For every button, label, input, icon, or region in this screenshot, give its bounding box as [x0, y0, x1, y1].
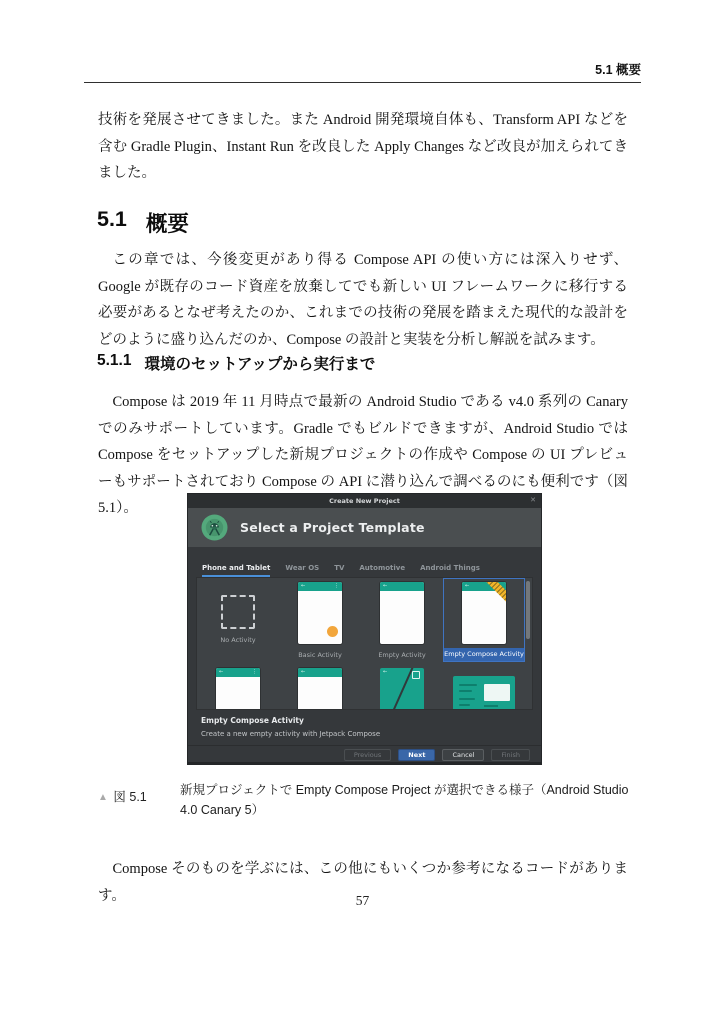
template-label: Empty Activity — [378, 651, 426, 659]
fab-icon — [327, 626, 338, 637]
figure-number: 図 5.1 — [113, 790, 147, 804]
next-button[interactable]: Next — [398, 749, 435, 761]
fullscreen-activity-thumb-icon — [380, 668, 424, 709]
header-rule — [84, 82, 641, 83]
paragraph-setup: Compose は 2019 年 11 月時点で最新の Android Studio である v4.0 系列の Canary でのみサポートしています。Gradle でもビルドできますが、Android Studio では Compose をセットアップした新規プロジェクトの作成や Compose の UI プレビューもサポートされており Compose の API に潜り込んで調べるのにも便利です（図 5.1）。 — [98, 394, 628, 516]
template-description-panel — [188, 710, 541, 745]
template-row2-item-4[interactable] — [443, 662, 525, 709]
subsection-heading — [97, 352, 375, 374]
template-row2-item-1[interactable] — [197, 662, 279, 709]
overflow-menu-icon: ⋮ — [252, 669, 257, 675]
dialog-button-bar — [188, 745, 541, 763]
section-title: 概要 — [145, 212, 189, 236]
selected-template-name: Empty Compose Activity — [201, 716, 304, 725]
cancel-button[interactable]: Cancel — [442, 749, 484, 761]
close-icon[interactable]: ✕ — [530, 496, 536, 504]
tab-automotive[interactable]: Automotive — [359, 564, 406, 572]
figure-caption: 新規プロジェクトで Empty Compose Project が選択できる様子（Android Studio 4.0 Canary 5） — [180, 783, 629, 817]
page-number: 57 — [355, 893, 370, 908]
template-row2-item-2[interactable] — [279, 662, 361, 709]
paragraph-overview: この章では、今後変更があり得る Compose API の使い方には深入りせず、Google が既存のコード資産を放棄してでも新しい UI フレームワークに移行する必要があるとなぜ考えたのか、これまでの技術の発展を踏まえた現代的な設計をどのように盛り込んだのか、Compose の設計と実装を分析し解説を試みます。 — [98, 252, 628, 348]
template-row-1 — [197, 578, 532, 662]
back-arrow-icon: ← — [219, 669, 224, 675]
dialog-heading: Select a Project Template — [240, 520, 425, 535]
overflow-menu-icon: ⋮ — [334, 583, 339, 589]
template-no-activity[interactable] — [197, 578, 279, 662]
section-number: 5.1 — [97, 207, 127, 231]
tab-phone-and-tablet[interactable]: Phone and Tablet — [202, 564, 270, 577]
empty-compose-activity-thumb-icon — [462, 582, 506, 644]
paragraph-closing: Compose そのものを学ぶには、この他にもいくつか参考になるコードがあります。 — [98, 861, 628, 904]
subsection-title: 環境のセットアップから実行まで — [144, 356, 376, 373]
back-arrow-icon: ← — [301, 669, 306, 675]
tab-wear-os[interactable]: Wear OS — [285, 564, 320, 572]
form-factor-tabs — [188, 547, 541, 577]
fullscreen-icon — [412, 671, 420, 679]
template-gallery — [196, 577, 533, 710]
subsection-number: 5.1.1 — [97, 352, 132, 369]
template-empty-activity[interactable] — [361, 578, 443, 662]
no-activity-thumb-icon — [221, 595, 255, 629]
back-arrow-icon: ← — [383, 583, 388, 589]
basic-activity-thumb-icon — [216, 668, 260, 709]
running-head: 5.1 概要 — [595, 63, 641, 77]
empty-activity-thumb-icon — [298, 668, 342, 709]
dialog-titlebar[interactable] — [188, 494, 541, 508]
template-basic-activity[interactable] — [279, 578, 361, 662]
template-row2-item-3[interactable] — [361, 662, 443, 709]
create-new-project-dialog — [187, 493, 542, 765]
android-studio-logo-icon — [201, 514, 228, 541]
triangle-icon: ▲ — [98, 792, 108, 803]
dialog-title: Create New Project — [329, 497, 400, 505]
back-arrow-icon: ← — [465, 583, 470, 589]
back-arrow-icon: ← — [383, 669, 388, 675]
template-label-selected: Empty Compose Activity — [444, 648, 524, 661]
tab-android-things[interactable]: Android Things — [420, 564, 480, 572]
finish-button[interactable]: Finish — [491, 749, 530, 761]
section-heading — [97, 207, 189, 238]
template-label: No Activity — [220, 636, 256, 644]
paragraph-intro: 技術を発展させてきました。また Android 開発環境自体も、Transform API などを含む Gradle Plugin、Instant Run を改良した Apply Changes など改良が加えられてきました。 — [98, 112, 628, 181]
back-arrow-icon: ← — [301, 583, 306, 589]
basic-activity-thumb-icon — [298, 582, 342, 644]
selected-template-description: Create a new empty activity with Jetpack Compose — [201, 730, 381, 738]
empty-activity-thumb-icon — [380, 582, 424, 644]
scrollbar[interactable] — [526, 581, 530, 639]
landscape-activity-thumb-icon — [453, 676, 515, 709]
template-row-2 — [197, 662, 532, 709]
tab-tv[interactable]: TV — [334, 564, 345, 572]
dialog-header — [188, 508, 541, 547]
previous-button[interactable]: Previous — [344, 749, 391, 761]
figure-marker — [98, 787, 147, 805]
template-label: Basic Activity — [298, 651, 342, 659]
template-empty-compose-activity[interactable] — [443, 578, 525, 662]
